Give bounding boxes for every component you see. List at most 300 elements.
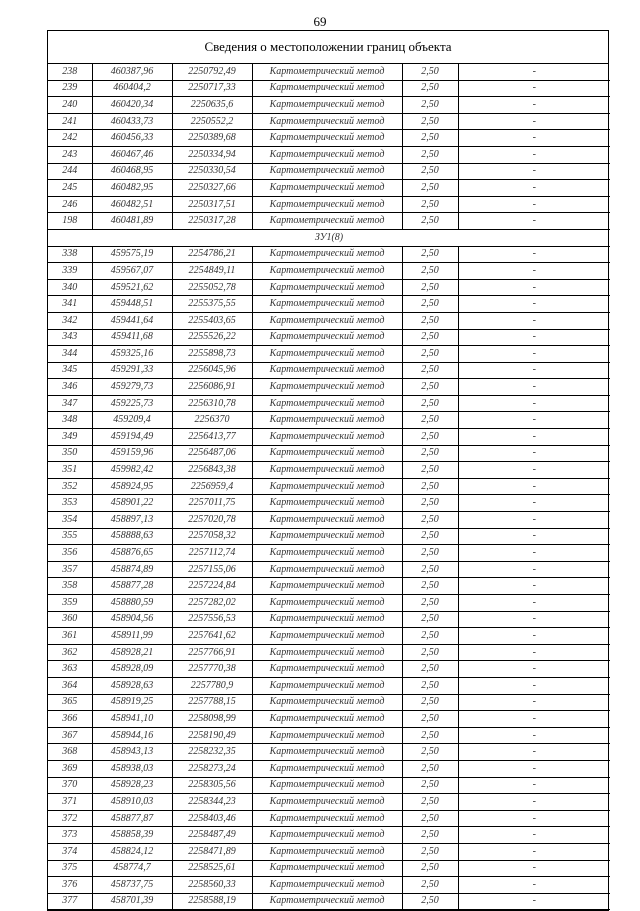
method-cell: Картометрический метод [252, 661, 402, 678]
x-coordinate-cell: 460433,73 [92, 113, 172, 130]
x-coordinate-cell: 458874,89 [92, 561, 172, 578]
description-cell: - [458, 744, 610, 761]
accuracy-cell: 2,50 [402, 97, 458, 114]
point-number-cell: 355 [48, 528, 92, 545]
accuracy-cell: 2,50 [402, 329, 458, 346]
point-number-cell: 368 [48, 744, 92, 761]
description-cell: - [458, 694, 610, 711]
accuracy-cell: 2,50 [402, 777, 458, 794]
accuracy-cell: 2,50 [402, 694, 458, 711]
table-row [48, 180, 610, 197]
sheet-title: Сведения о местоположении границ объекта [48, 31, 608, 64]
accuracy-cell: 2,50 [402, 478, 458, 495]
method-cell: Картометрический метод [252, 561, 402, 578]
accuracy-cell: 2,50 [402, 843, 458, 860]
table-row [48, 412, 610, 429]
method-cell: Картометрический метод [252, 694, 402, 711]
accuracy-cell: 2,50 [402, 80, 458, 97]
accuracy-cell: 2,50 [402, 827, 458, 844]
description-cell: - [458, 163, 610, 180]
accuracy-cell: 2,50 [402, 429, 458, 446]
point-number-cell: 343 [48, 329, 92, 346]
table-row [48, 379, 610, 396]
accuracy-cell: 2,50 [402, 860, 458, 877]
description-cell: - [458, 794, 610, 811]
description-cell: - [458, 628, 610, 645]
x-coordinate-cell: 459521,62 [92, 279, 172, 296]
accuracy-cell: 2,50 [402, 312, 458, 329]
table-row [48, 512, 610, 529]
y-coordinate-cell: 2258344,23 [172, 794, 252, 811]
page-number: 69 [313, 14, 327, 29]
accuracy-cell: 2,50 [402, 528, 458, 545]
description-cell: - [458, 760, 610, 777]
x-coordinate-cell: 459982,42 [92, 462, 172, 479]
table-row [48, 893, 610, 910]
y-coordinate-cell: 2250334,94 [172, 146, 252, 163]
point-number-cell: 350 [48, 445, 92, 462]
accuracy-cell: 2,50 [402, 379, 458, 396]
description-cell: - [458, 213, 610, 230]
x-coordinate-cell: 458928,23 [92, 777, 172, 794]
description-cell: - [458, 877, 610, 894]
method-cell: Картометрический метод [252, 146, 402, 163]
accuracy-cell: 2,50 [402, 146, 458, 163]
table-row [48, 146, 610, 163]
y-coordinate-cell: 2254786,21 [172, 246, 252, 263]
point-number-cell: 347 [48, 395, 92, 412]
x-coordinate-cell: 458774,7 [92, 860, 172, 877]
table-row [48, 80, 610, 97]
table-row [48, 694, 610, 711]
x-coordinate-cell: 459448,51 [92, 296, 172, 313]
point-number-cell: 359 [48, 595, 92, 612]
y-coordinate-cell: 2257155,06 [172, 561, 252, 578]
coordinates-table-body [48, 64, 610, 910]
y-coordinate-cell: 2257766,91 [172, 644, 252, 661]
description-cell: - [458, 146, 610, 163]
accuracy-cell: 2,50 [402, 794, 458, 811]
accuracy-cell: 2,50 [402, 296, 458, 313]
accuracy-cell: 2,50 [402, 512, 458, 529]
table-row [48, 810, 610, 827]
method-cell: Картометрический метод [252, 727, 402, 744]
x-coordinate-cell: 458919,25 [92, 694, 172, 711]
x-coordinate-cell: 460387,96 [92, 64, 172, 80]
description-cell: - [458, 827, 610, 844]
description-cell: - [458, 296, 610, 313]
description-cell: - [458, 661, 610, 678]
y-coordinate-cell: 2255375,55 [172, 296, 252, 313]
table-row [48, 595, 610, 612]
y-coordinate-cell: 2257282,02 [172, 595, 252, 612]
description-cell: - [458, 312, 610, 329]
description-cell: - [458, 263, 610, 280]
point-number-cell: 367 [48, 727, 92, 744]
description-cell: - [458, 429, 610, 446]
method-cell: Картометрический метод [252, 595, 402, 612]
table-row [48, 877, 610, 894]
method-cell: Картометрический метод [252, 64, 402, 80]
y-coordinate-cell: 2250317,51 [172, 196, 252, 213]
point-number-cell: 354 [48, 512, 92, 529]
table-row [48, 296, 610, 313]
method-cell: Картометрический метод [252, 478, 402, 495]
accuracy-cell: 2,50 [402, 628, 458, 645]
method-cell: Картометрический метод [252, 346, 402, 363]
y-coordinate-cell: 2258403,46 [172, 810, 252, 827]
description-cell: - [458, 180, 610, 197]
point-number-cell: 349 [48, 429, 92, 446]
point-number-cell: 238 [48, 64, 92, 80]
coordinates-sheet [47, 30, 609, 911]
y-coordinate-cell: 2256959,4 [172, 478, 252, 495]
description-cell: - [458, 97, 610, 114]
y-coordinate-cell: 2257224,84 [172, 578, 252, 595]
x-coordinate-cell: 458877,87 [92, 810, 172, 827]
y-coordinate-cell: 2254849,11 [172, 263, 252, 280]
method-cell: Картометрический метод [252, 113, 402, 130]
table-row [48, 429, 610, 446]
x-coordinate-cell: 458880,59 [92, 595, 172, 612]
point-number-cell: 376 [48, 877, 92, 894]
x-coordinate-cell: 458928,09 [92, 661, 172, 678]
accuracy-cell: 2,50 [402, 196, 458, 213]
point-number-cell: 365 [48, 694, 92, 711]
y-coordinate-cell: 2258560,33 [172, 877, 252, 894]
y-coordinate-cell: 2258525,61 [172, 860, 252, 877]
method-cell: Картометрический метод [252, 296, 402, 313]
y-coordinate-cell: 2256413,77 [172, 429, 252, 446]
accuracy-cell: 2,50 [402, 561, 458, 578]
method-cell: Картометрический метод [252, 429, 402, 446]
y-coordinate-cell: 2257788,15 [172, 694, 252, 711]
table-row [48, 677, 610, 694]
method-cell: Картометрический метод [252, 628, 402, 645]
description-cell: - [458, 130, 610, 147]
table-row [48, 64, 610, 80]
table-row [48, 130, 610, 147]
table-row [48, 312, 610, 329]
y-coordinate-cell: 2258588,19 [172, 893, 252, 910]
x-coordinate-cell: 458938,03 [92, 760, 172, 777]
y-coordinate-cell: 2250317,28 [172, 213, 252, 230]
x-coordinate-cell: 458737,75 [92, 877, 172, 894]
point-number-cell: 360 [48, 611, 92, 628]
y-coordinate-cell: 2255526,22 [172, 329, 252, 346]
method-cell: Картометрический метод [252, 279, 402, 296]
x-coordinate-cell: 460482,95 [92, 180, 172, 197]
table-row [48, 246, 610, 263]
table-row [48, 777, 610, 794]
method-cell: Картометрический метод [252, 246, 402, 263]
description-cell: - [458, 495, 610, 512]
y-coordinate-cell: 2250635,6 [172, 97, 252, 114]
point-number-cell: 361 [48, 628, 92, 645]
method-cell: Картометрический метод [252, 379, 402, 396]
method-cell: Картометрический метод [252, 130, 402, 147]
table-row [48, 113, 610, 130]
table-row [48, 445, 610, 462]
method-cell: Картометрический метод [252, 462, 402, 479]
accuracy-cell: 2,50 [402, 213, 458, 230]
point-number-cell: 372 [48, 810, 92, 827]
table-row [48, 362, 610, 379]
method-cell: Картометрический метод [252, 578, 402, 595]
y-coordinate-cell: 2250389,68 [172, 130, 252, 147]
table-row [48, 843, 610, 860]
y-coordinate-cell: 2255052,78 [172, 279, 252, 296]
x-coordinate-cell: 458910,03 [92, 794, 172, 811]
x-coordinate-cell: 458941,10 [92, 711, 172, 728]
point-number-cell: 366 [48, 711, 92, 728]
description-cell: - [458, 279, 610, 296]
x-coordinate-cell: 459209,4 [92, 412, 172, 429]
point-number-cell: 371 [48, 794, 92, 811]
table-row [48, 395, 610, 412]
y-coordinate-cell: 2258232,35 [172, 744, 252, 761]
point-number-cell: 375 [48, 860, 92, 877]
method-cell: Картометрический метод [252, 843, 402, 860]
method-cell: Картометрический метод [252, 263, 402, 280]
x-coordinate-cell: 460468,95 [92, 163, 172, 180]
method-cell: Картометрический метод [252, 677, 402, 694]
y-coordinate-cell: 2257058,32 [172, 528, 252, 545]
x-coordinate-cell: 458876,65 [92, 545, 172, 562]
x-coordinate-cell: 460420,34 [92, 97, 172, 114]
y-coordinate-cell: 2258305,56 [172, 777, 252, 794]
accuracy-cell: 2,50 [402, 263, 458, 280]
method-cell: Картометрический метод [252, 860, 402, 877]
accuracy-cell: 2,50 [402, 130, 458, 147]
method-cell: Картометрический метод [252, 312, 402, 329]
accuracy-cell: 2,50 [402, 711, 458, 728]
point-number-cell: 340 [48, 279, 92, 296]
method-cell: Картометрический метод [252, 196, 402, 213]
point-number-cell: 239 [48, 80, 92, 97]
table-row [48, 611, 610, 628]
description-cell: - [458, 395, 610, 412]
table-row [48, 462, 610, 479]
point-number-cell: 345 [48, 362, 92, 379]
point-number-cell: 356 [48, 545, 92, 562]
x-coordinate-cell: 459225,73 [92, 395, 172, 412]
description-cell: - [458, 196, 610, 213]
point-number-cell: 240 [48, 97, 92, 114]
x-coordinate-cell: 458877,28 [92, 578, 172, 595]
accuracy-cell: 2,50 [402, 611, 458, 628]
y-coordinate-cell: 2257556,53 [172, 611, 252, 628]
method-cell: Картометрический метод [252, 445, 402, 462]
accuracy-cell: 2,50 [402, 362, 458, 379]
description-cell: - [458, 644, 610, 661]
y-coordinate-cell: 2258098,99 [172, 711, 252, 728]
table-row [48, 528, 610, 545]
table-row [48, 196, 610, 213]
point-number-cell: 364 [48, 677, 92, 694]
description-cell: - [458, 528, 610, 545]
point-number-cell: 363 [48, 661, 92, 678]
point-number-cell: 358 [48, 578, 92, 595]
accuracy-cell: 2,50 [402, 64, 458, 80]
x-coordinate-cell: 459291,33 [92, 362, 172, 379]
accuracy-cell: 2,50 [402, 462, 458, 479]
point-number-cell: 243 [48, 146, 92, 163]
y-coordinate-cell: 2257770,38 [172, 661, 252, 678]
point-number-cell: 244 [48, 163, 92, 180]
method-cell: Картометрический метод [252, 777, 402, 794]
table-row [48, 860, 610, 877]
accuracy-cell: 2,50 [402, 595, 458, 612]
x-coordinate-cell: 458911,99 [92, 628, 172, 645]
point-number-cell: 374 [48, 843, 92, 860]
table-row [48, 711, 610, 728]
x-coordinate-cell: 459325,16 [92, 346, 172, 363]
y-coordinate-cell: 2256487,06 [172, 445, 252, 462]
point-number-cell: 353 [48, 495, 92, 512]
point-number-cell: 370 [48, 777, 92, 794]
x-coordinate-cell: 458944,16 [92, 727, 172, 744]
description-cell: - [458, 611, 610, 628]
x-coordinate-cell: 460482,51 [92, 196, 172, 213]
accuracy-cell: 2,50 [402, 744, 458, 761]
x-coordinate-cell: 458701,39 [92, 893, 172, 910]
section-row [48, 229, 610, 246]
description-cell: - [458, 595, 610, 612]
point-number-cell: 373 [48, 827, 92, 844]
y-coordinate-cell: 2257780,9 [172, 677, 252, 694]
x-coordinate-cell: 458824,12 [92, 843, 172, 860]
y-coordinate-cell: 2258471,89 [172, 843, 252, 860]
accuracy-cell: 2,50 [402, 877, 458, 894]
method-cell: Картометрический метод [252, 80, 402, 97]
description-cell: - [458, 462, 610, 479]
method-cell: Картометрический метод [252, 810, 402, 827]
x-coordinate-cell: 460404,2 [92, 80, 172, 97]
description-cell: - [458, 578, 610, 595]
description-cell: - [458, 64, 610, 80]
table-row [48, 213, 610, 230]
y-coordinate-cell: 2257020,78 [172, 512, 252, 529]
point-number-cell: 344 [48, 346, 92, 363]
description-cell: - [458, 346, 610, 363]
y-coordinate-cell: 2256310,78 [172, 395, 252, 412]
y-coordinate-cell: 2256370 [172, 412, 252, 429]
table-row [48, 727, 610, 744]
table-row [48, 263, 610, 280]
x-coordinate-cell: 459575,19 [92, 246, 172, 263]
description-cell: - [458, 677, 610, 694]
x-coordinate-cell: 460456,33 [92, 130, 172, 147]
description-cell: - [458, 860, 610, 877]
point-number-cell: 352 [48, 478, 92, 495]
method-cell: Картометрический метод [252, 180, 402, 197]
point-number-cell: 341 [48, 296, 92, 313]
y-coordinate-cell: 2250327,66 [172, 180, 252, 197]
method-cell: Картометрический метод [252, 893, 402, 910]
method-cell: Картометрический метод [252, 97, 402, 114]
accuracy-cell: 2,50 [402, 246, 458, 263]
description-cell: - [458, 843, 610, 860]
description-cell: - [458, 810, 610, 827]
y-coordinate-cell: 2258487,49 [172, 827, 252, 844]
accuracy-cell: 2,50 [402, 578, 458, 595]
accuracy-cell: 2,50 [402, 661, 458, 678]
y-coordinate-cell: 2256045,96 [172, 362, 252, 379]
accuracy-cell: 2,50 [402, 545, 458, 562]
x-coordinate-cell: 459567,07 [92, 263, 172, 280]
description-cell: - [458, 777, 610, 794]
point-number-cell: 362 [48, 644, 92, 661]
description-cell: - [458, 478, 610, 495]
method-cell: Картометрический метод [252, 644, 402, 661]
table-row [48, 478, 610, 495]
section-label: ЗУ1(8) [48, 229, 610, 246]
accuracy-cell: 2,50 [402, 346, 458, 363]
point-number-cell: 342 [48, 312, 92, 329]
method-cell: Картометрический метод [252, 495, 402, 512]
accuracy-cell: 2,50 [402, 677, 458, 694]
description-cell: - [458, 113, 610, 130]
table-row [48, 760, 610, 777]
accuracy-cell: 2,50 [402, 644, 458, 661]
accuracy-cell: 2,50 [402, 810, 458, 827]
description-cell: - [458, 246, 610, 263]
y-coordinate-cell: 2256843,38 [172, 462, 252, 479]
x-coordinate-cell: 459279,73 [92, 379, 172, 396]
x-coordinate-cell: 460481,89 [92, 213, 172, 230]
method-cell: Картометрический метод [252, 329, 402, 346]
point-number-cell: 369 [48, 760, 92, 777]
method-cell: Картометрический метод [252, 412, 402, 429]
description-cell: - [458, 561, 610, 578]
description-cell: - [458, 80, 610, 97]
table-row [48, 661, 610, 678]
accuracy-cell: 2,50 [402, 412, 458, 429]
description-cell: - [458, 893, 610, 910]
accuracy-cell: 2,50 [402, 893, 458, 910]
y-coordinate-cell: 2250552,2 [172, 113, 252, 130]
point-number-cell: 241 [48, 113, 92, 130]
description-cell: - [458, 711, 610, 728]
point-number-cell: 246 [48, 196, 92, 213]
x-coordinate-cell: 459411,68 [92, 329, 172, 346]
accuracy-cell: 2,50 [402, 180, 458, 197]
x-coordinate-cell: 458897,13 [92, 512, 172, 529]
y-coordinate-cell: 2258190,49 [172, 727, 252, 744]
point-number-cell: 339 [48, 263, 92, 280]
method-cell: Картометрический метод [252, 528, 402, 545]
x-coordinate-cell: 459441,64 [92, 312, 172, 329]
accuracy-cell: 2,50 [402, 445, 458, 462]
table-row [48, 163, 610, 180]
method-cell: Картометрический метод [252, 163, 402, 180]
description-cell: - [458, 445, 610, 462]
table-row [48, 329, 610, 346]
point-number-cell: 242 [48, 130, 92, 147]
description-cell: - [458, 512, 610, 529]
method-cell: Картометрический метод [252, 512, 402, 529]
method-cell: Картометрический метод [252, 760, 402, 777]
table-row [48, 279, 610, 296]
method-cell: Картометрический метод [252, 827, 402, 844]
accuracy-cell: 2,50 [402, 113, 458, 130]
description-cell: - [458, 727, 610, 744]
x-coordinate-cell: 459159,96 [92, 445, 172, 462]
x-coordinate-cell: 460467,46 [92, 146, 172, 163]
accuracy-cell: 2,50 [402, 163, 458, 180]
description-cell: - [458, 362, 610, 379]
